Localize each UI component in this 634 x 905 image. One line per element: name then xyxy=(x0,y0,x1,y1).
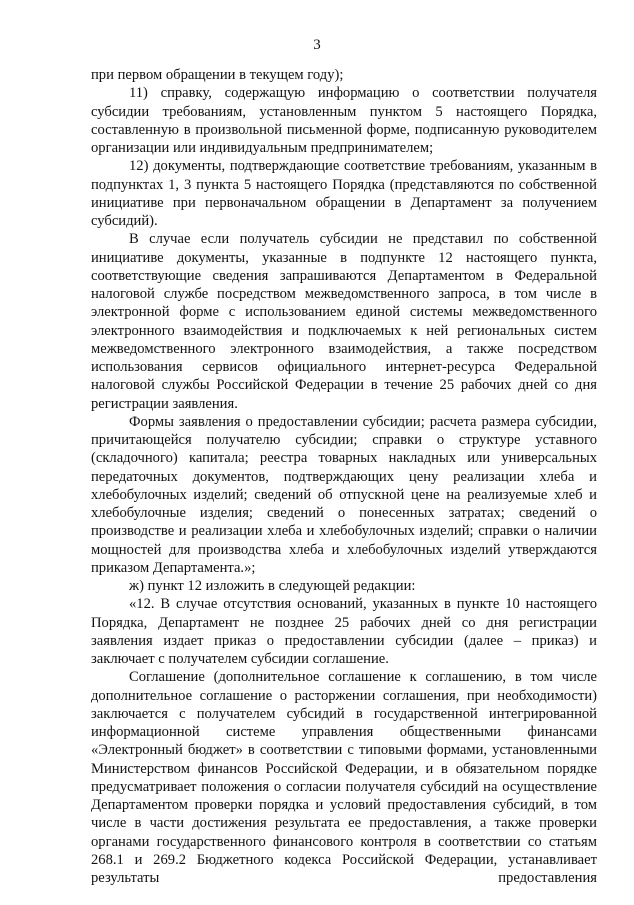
page-number: 3 xyxy=(313,37,321,53)
paragraph-amendment-g: ж) пункт 12 изложить в следующей редакции: xyxy=(129,578,416,594)
paragraph-item-11: 11) справку, содержащую информацию о соответствии получателя субсидии требованиям, установленным пунктом 5 настоящего Порядка, составленную в произвольной письменной форме, подписанную руководителем организации или индивидуальным предпринимателем; xyxy=(91,85,597,156)
paragraph-item-12: 12) документы, подтверждающие соответствие требованиям, указанным в подпунктах 1, 3 пункта 5 настоящего Порядка (представляются по собственной инициативе при первоначальном обращении в Департамент за получением субсидий). xyxy=(91,158,597,229)
paragraph-interagency-request: В случае если получатель субсидии не представил по собственной инициативе документы, указанные в подпункте 12 настоящего пункта, соответствующие сведения запрашиваются Департаментом в Федеральной налоговой службе посредством межведомственного запроса, в том числе в электронной форме с использованием единой системы межведомственного электронного взаимодействия и подключаемых к ней региональных систем межведомственного электронного взаимодействия, а также посредством использования сервисов официального интернет-ресурса Федеральной налоговой службы Российской Федерации в течение 25 рабочих дней со дня регистрации заявления. xyxy=(91,231,597,412)
paragraph-agreement: Соглашение (дополнительное соглашение к соглашению, в том числе дополнительное соглашение о расторжении соглашения, при необходимости) заключается с получателем субсидий в государственной интегрированной информационной системе управления общественными финансами «Электронный бюджет» в соответствии с типовыми формами, установленными Министерством финансов Российской Федерации, и в обязательном порядке предусматривает положения о согласии получателя субсидий на осуществление Департаментом проверки порядка и условий предоставления субсидий, в том числе в части достижения результата ее предоставления, а также проверки органами государственного финансового контроля в соответствии со статьям 268.1 и 269.2 Бюджетного кодекса Российской Федерации, устанавливает результаты предоставления xyxy=(91,669,597,886)
paragraph-forms-approval: Формы заявления о предоставлении субсидии; расчета размера субсидии, причитающейся получателю субсидии; справки о структуре уставного (складочного) капитала; реестра товарных накладных или универсальных передаточных документов, подтверждающих цену реализации хлеба и хлебобулочных изделий; сведений об отпускной цене на реализуемые хлеб и хлебобулочные изделия; сведений о понесенных затратах; сведений о производстве и реализации хлеба и хлебобулочных изделий; справки о наличии мощностей для производства хлеба и хлебобулочных изделий утверждаются приказом Департамента.»; xyxy=(91,413,597,576)
paragraph-point-12: «12. В случае отсутствия оснований, указанных в пункте 10 настоящего Порядка, Департамент не позднее 25 рабочих дней со дня регистрации заявления издает приказ о предоставлении субсидии (далее – приказ) и заключает с получателем субсидии соглашение. xyxy=(91,596,597,667)
document-body xyxy=(91,66,597,887)
paragraph-continuation: при первом обращении в текущем году); xyxy=(91,67,344,83)
